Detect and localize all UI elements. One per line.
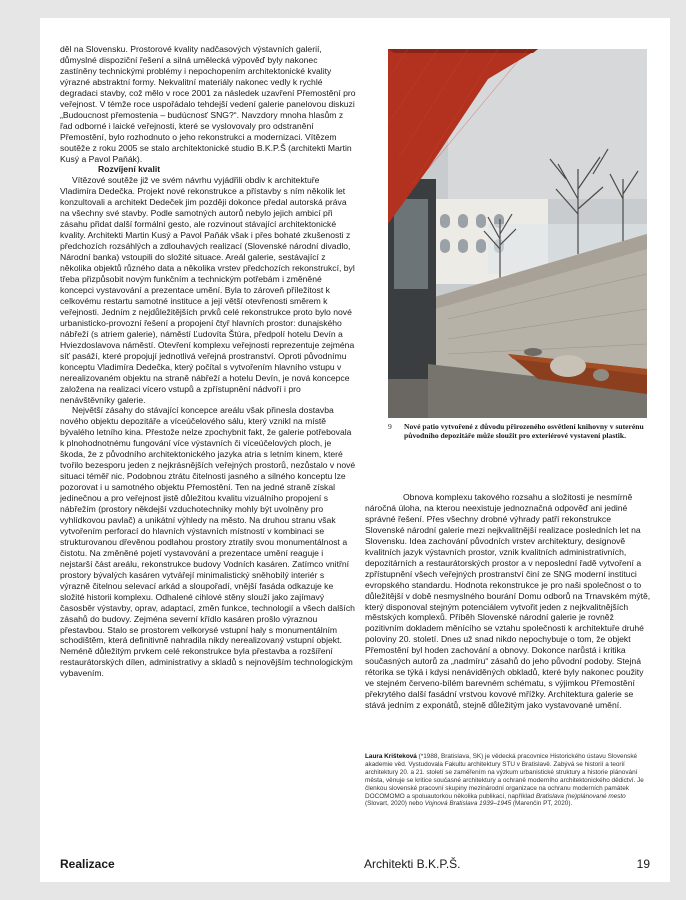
book-title: Bratislava (ne)plánované mesto: [535, 792, 626, 800]
figure-caption-text: Nové patio vytvořené z důvodu přirozeného osvětlení knihovny v suterénu původního depozitáře může sloužit pro exteriérové vystavení plastik.: [404, 422, 644, 441]
figure-number: 9: [388, 422, 392, 431]
bio-text: (Slovart, 2020) nebo: [365, 800, 425, 808]
book-title: Vojnová Bratislava 1939–1945: [424, 800, 512, 808]
page-number: 19: [636, 857, 650, 871]
right-column: [365, 492, 651, 711]
bio-text: (*1988, Bratislava, SK) je vědecká pracovnice Historického ústavu Slovenské akademie věd. Vystudovala Fakultu architektury STU v Bratislavě. Zabývá se historií a teorií architektury 20. a 21. století se zaměřením na výzkum urbanistické struktury a historie plánování města, věnuje se kritice současné architektury a ochraně moderního architektonického dědictví. Je členkou slovenské pracovní skupiny mezinárodní organizace na ochranu moderních památek DOCOMOMO a spoluautorkou několika publikací, například: [365, 753, 644, 800]
bio-text: (Marenčin PT, 2020).: [511, 800, 573, 808]
page-footer: [60, 857, 650, 873]
paragraph: děl na Slovensku. Prostorové kvality nadčasových výstavních galerií, důmyslné dispoziční řešení a silná umělecká výpověď byly nakonec zastíněny technickými problémy i nepochopením architektonické kvality výrazné abstraktní formy. Nekvalitní materiály nakonec vedly k rychlé degradaci stavby, což mělo v roce 2001 za následek uzavření Přemostění pro veřejnost. V témže roce uspořádalo tehdejší vedení galerie panelovou diskuzi „Budoucnost přemostenia – budúcnosť SNG?“. Navzdory mnoha hlasům z řad odborné i laické veřejnosti, které se vyslovovaly pro odstranění Přemostění, bylo rozhodnuto o jeho rekonstrukci a modernizaci. Vítězem soutěže z roku 2005 se stalo architektonické studio B.K.P.Š (architekti Martin Kusý a Pavol Paňák).: [60, 44, 356, 164]
running-title: Architekti B.K.P.Š.: [364, 857, 461, 871]
author-name: Laura Krišteková: [365, 753, 417, 760]
figure-photo: [388, 49, 647, 418]
courtyard-photo-icon: [388, 49, 647, 418]
section-label: Realizace: [60, 857, 115, 871]
figure-caption: [388, 422, 647, 440]
paragraph: Největší zásahy do stávající koncepce areálu však přinesla dostavba nového objektu depozitáře a víceúčelového sálu, který vznikl na místě bývalého letního kina. Přestože nelze zpochybnit fakt, že galerie potřebovala k plnohodnotnému fungování více výstavních či víceúčelových ploch, je škoda, že z původního architektonického jazyka atria s letním kinem, které tvořilo bezesporu jeden z nejkrásnějších veřejných prostorů, nezůstalo v nové situaci téměř nic. Podobnou ztrátu čitelnosti jasného a silného konceptu lze pozorovat i u samotného objektu Přemostění. Ten na jedné straně získal jedinečnou a pro veřejnost jistě důležitou kvalitu vizuálního propojení s nábřežím (prostory někdejší vzduchotechniky mohly být uvolněny pro vyhlídkovou pavlač) a unikátní výhledy na město. Na druhou stranu však vytvořením perforací do hlavních výstavních místností v kombinaci se strukturovanou dřevěnou podlahou prostory ztratily svou monumentálnost a čistotu. Na změněné pojetí vystavování a prezentace umění reaguje i nejstarší část areálu, rekonstrukce budovy Vodních kasáren. Zatímco vnitřní prostory bývalých kasáren vytvářejí minimalistický sněhobílý interiér s výrazně čitelnou selevací arkád a sloupořadí, vnější fasáda odkazuje ke složité historii komplexu. Odhalené cihlové stěny slouží jako zajímavý časosběr výstavby, oprav, adaptací, změn funkce, technologií a všech dalších zásahů do budovy. Zejména severní křídlo kasáren prošlo výraznou přestavbou. Stalo se prostorem velkorysé vstupní haly s monumentálním schodištěm, která definitivně nahradila nikdy nerealizovaný vstupní objekt. Neméně důležitým prvkem celé rekonstrukce byla přestavba a rozšíření restaurátorských dílen, administrativy a skladů s nejnovějším technologickým vybavením.: [60, 405, 356, 679]
paragraph: Obnova komplexu takového rozsahu a složitosti je nesmírně náročná úloha, na kterou neexistuje jednoznačná odpověď ani jediné správné řešení. Přes všechny drobné výhrady patří rekonstrukce Slovenské národní galerie mezi nejkvalitnější realizace posledních let na Slovensku. Idea zachování původních vrstev architektury, designově kvalitních jazyk výstavních prostor, vznik kvalitních administrativních, depozitárních a restaurátorských prostor a v neposlední řadě vytvoření a zpřístupnění všech veřejných prostranství činí ze SNG moderní instituci evropského standardu. Hodnota rekonstrukce je pro naši společnost o to důležitější v době nesmyslného bourání Domu odborů na Trnavském mýtě, který disponoval stejným potenciálem vytvořit jeden z nejkvalitnějších městských komplexů. Příběh Slovenské národní galerie je rovněž pozitivním dokladem měnícího se vztahu společnosti k architektuře druhé poloviny 20. století. Dnes už snad nikdo nepochybuje o tom, že objekt Přemostění byl hoden zachování a obnovy. Dokonce narůstá i kritika současných autorů za „nadmíru“ zásahů do jeho původní podoby. Stejná rétorika se týká i kdysi nenáviděných obkladů, které byly nakonec použity ve stejném červeno-bílém barevném schématu, s výjimkou Přemostění překrytého další fasádní vrstvou kovové mřížky. Architektura galerie se stává jedním z exponátů, stejně důležitým jako vystavované umění.: [365, 492, 651, 711]
author-bio: [365, 753, 647, 808]
left-column: [60, 44, 356, 679]
paragraph: Vítězové soutěže již ve svém návrhu vyjádřili obdiv k architektuře Vladimíra Dedečka. Projekt nové rekonstrukce a přístavby s ním několik let konzultovali a architekt Dedeček jim později dokonce předal autorská práva na všechny své stavby. Podle samotných autorů nebylo jejich ambicí při zásahu přidat další formální gesto, ale rozvinout stávající architektonické kvality. Architekti Martin Kusý a Pavol Paňák však i přes bohaté zkušenosti z předchozích rozsáhlých a zdlouhavých realizací (Slovenské národní divadlo, Národní banka) vstoupili do složité situace. Areál galerie, sestávající z několika objektů různého data a několika vrstev předchozích rekonstrukcí, byl třeba přizpůsobit novým funkčním a technickým potřebám i změněné koncepci vystavování a prezentace umění. Byla to zároveň příležitost k celkovému restartu samotné instituce a její větší otevřenosti směrem k veřejnosti. Jedním z nejdůležitějších prvků celé rekonstrukce proto bylo nové urbanisticko-provozní řešení a propojení čtyř hlavních prostor: dunajského nábřeží (s atriem galerie), náměstí Ľudovíta Štúra, předpolí hotelu Devín a Hviezdoslavova náměstí. Otevření komplexu veřejnosti reprezentuje zejména síť pasáží, které propojují jednotlivá veřejná prostranství. Oproti původnímu konceptu Vladimíra Dedečka, který počítal s vytvořením hlavního vstupu v nerealizovaném objektu na straně nábřeží a hotelu Devín, je nová koncepce založena na realizaci vícero vstupů a zpřístupnění nádvoří i pro nenávštěvníky galerie.: [60, 175, 355, 405]
page: [40, 18, 670, 882]
section-heading: Rozvíjení kvalit: [98, 164, 161, 175]
